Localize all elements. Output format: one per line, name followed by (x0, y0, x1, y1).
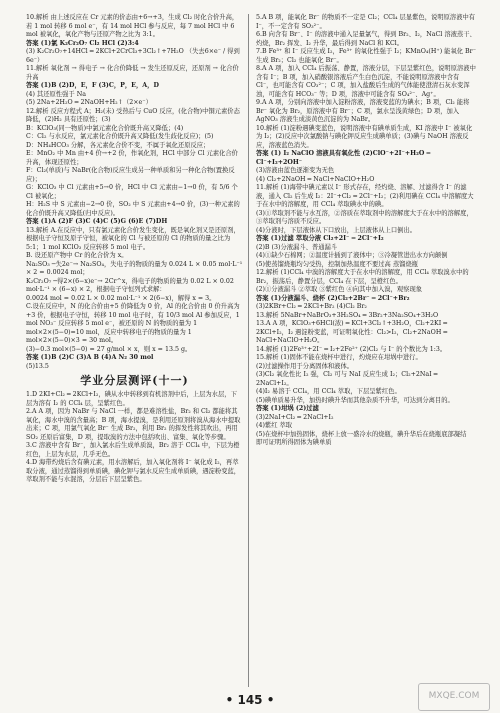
text-line: (3)Cl₂ 氧化性比 I₂ 强，Cl₂ 可与 NaI 反应生成 I₂；Cl₂+2NaI ═ 2NaCl+I₂。 (256, 371, 440, 387)
text-line: 10.解析 由上述反应在 Cr 元素的价态由+6→+3，生成 Cl₂ 时化合价升高，若 1 mol 转移 6 mol e⁻，有 14 mol HCl 参与反应，每 7 mol HCl 中 6 mol 被氧化，氧化产物与还原产物之比为 3:1。 (26, 14, 239, 38)
left-column (26, 14, 243, 687)
text-line: 15.解析 (1)固体不能在烧杯中进行，灼烧应在坩埚中进行。 (256, 354, 422, 361)
text-line: (4)I₂ 易溶于 CCl₄，用 CCl₄ 萃取，下层呈紫红色。 (256, 388, 401, 395)
text-line: 1.D 2KI+Cl₂ ═ 2KCl+I₂，碘从水中转移到有机溶剂中后，上层为水层，下层为溶有 I₂ 的 CCl₄ 层，呈紫红色。 (26, 391, 237, 407)
text-line: 7.B Fe³⁺ 和 I⁻ 反应生成 I₂，Fe³⁺ 的氧化性强于 I₂；KMnO₄(H⁺) 能氧化 Br⁻ 生成 Br₂；Cl₂ 也能氧化 Br⁻。 (256, 48, 479, 64)
text-line: 11.解析 氧化剂 → 得电子 → 化合价降低 → 发生还原反应，还原剂 → 化合价升高 (26, 65, 239, 81)
text-line: B. 设还原产物中 Cr 的化合价为 x。 (26, 252, 128, 259)
text-line: (4) 其还原性强于 Na (26, 90, 86, 98)
text-line: 8.A A 项，加入 CCl₄ 后振荡、静置，溶液分层，下层呈紫红色，说明原溶液中含有 I⁻；B 项，加入硝酸银溶液后产生白色沉淀，不能说明原溶液中含有 Cl⁻，也可能含有 CO₃²⁻；C 项，加入盐酸后生成的气体能使澄清石灰水变浑浊，可能含有 HCO₃⁻ 等；D 项，溶液中可能含有 SO₄²⁻、Ag⁺。 (256, 65, 476, 98)
text-line: 5.A B 项，能氧化 Br⁻ 的物质不一定是 Cl₂；CCl₄ 层显紫色，说明原溶液中有 I⁻，不一定含有 SO₃²⁻。 (256, 14, 478, 30)
text-line: G：KClO₃ 中 Cl 元素由+5→0 价，HCl 中 Cl 元素由−1→0 价，有 5/6 个 Cl 被氧化； (26, 184, 240, 200)
text-line: 11.解析 (1)海带中碘元素以 I⁻ 形式存在，经灼烧、溶解、过滤得含 I⁻ 的滤液，通入 Cl₂ 后生成 I₂：2I⁻+Cl₂ ═ 2Cl⁻+I₂；(2)利用碘在 CCl₄ 中溶解度大于在水中的溶解度，用 CCl₄ 萃取碘水中的碘。 (256, 184, 474, 208)
text-line: (5) 2Na+2H₂O ═ 2NaOH+H₂↑（2×e⁻） (26, 99, 152, 106)
text-line: 答案 (1)A (2)F (3)C (4)C (5)G (6)E (7)DH (26, 218, 168, 225)
text-line: 10.解析 (1)淀粉遇碘变蓝色，说明溶液中有碘单质生成，KI 溶液中 I⁻ 被氧化为 I₂；(2)反应中次氯酸钠与碘化钾反应生成碘单质；(3)碘与 NaOH 溶液反应，溶液蓝色消失。 (256, 124, 473, 149)
text-line: 答案 (1)过滤 萃取分液 Cl₂+2I⁻ ═ 2Cl⁻+I₂ (256, 235, 384, 242)
text-line: 3.C 溶液中含有 Br⁻，加入氯水后生成单质溴，Br₂ 溶于 CCl₄ 中，下层为橙红色，上层为水层，几乎无色。 (26, 442, 240, 458)
text-line: B：KClO₃(同一物质)中氯元素化合价既升高又降低；(4) (26, 124, 184, 132)
text-line: 9.A A 项，分别向溶液中加入淀粉溶液，溶液变蓝的为碘水；B 项，Cl₂ 能将 Br⁻ 氧化为 Br₂，原溶液中有 Br⁻；C 项，氯水呈浅黄绿色；D 项，加入 AgNO₃ 溶液生成淡黄色沉淀的为 NaBr。 (256, 99, 472, 123)
text-line: E：MnO₂ 中 Mn 由+4 价→+2 价，作氧化剂，HCl 中部分 Cl 元素化合价升高，体现还原性； (26, 150, 238, 166)
text-line: (4)分液时，下层液体从下口放出，上层液体从上口倒出。 (256, 226, 417, 234)
text-line: (3)2NaI+Cl₂ ═ 2NaCl+I₂ (256, 413, 334, 421)
text-line: 6.B 向含有 Br⁻、I⁻ 的溶液中通入足量氯气，得到 Br₂、I₂，NaCl 溶液蒸干、灼烧，Br₂ 挥发、I₂ 升华，最后得到 NaCl 和 KCl。 (256, 31, 476, 47)
text-line: 答案 (1)坩埚 (2)过滤 (256, 405, 319, 412)
text-line: 14.解析 (1)2Fe³⁺+2I⁻ ═ I₂+2Fe²⁺ (2)Cl₂ 与 I⁻ 的个数比为 1:3。 (256, 345, 447, 353)
section-title: 学业分层测评(十一) (80, 374, 189, 387)
text-line: 即可证明所得固体为碘单质 (256, 439, 332, 446)
text-line: (3)2KBr+Cl₂ ═ 2KCl+Br₂ (4)Cl₂ Br₂ (256, 303, 367, 310)
text-line: (3)−0.3 mol×(5−0) = 27 g/mol × x，则 x = 13.5 g。 (26, 345, 192, 353)
text-line: 4.D 海带灼烧后含有碘元素，用水溶解后，加入氧化剂将 I⁻ 氧化成 I₂，再萃取分液，通过蒸馏得到单质碘，碘化钾与氯水反应生成单质碘，遇淀粉变蓝，萃取剂不能与水混溶，分层后下层呈紫色。 (26, 459, 241, 483)
text-line: (5)在烧杯中加热固体，烧杯上放一盛冷水的烧瓶，碘升华后在烧瓶底部凝结 (256, 430, 467, 438)
text-line: 答案 (1) I₂ NaClO 溶液具有氧化性 (2)ClO⁻+2I⁻+H₂O ═ Cl⁻+I₂+2OH⁻ (256, 150, 433, 166)
text-line: (3)①萃取剂不能与水互溶，②溶质在萃取剂中的溶解度大于在水中的溶解度，③萃取剂与溶质不反应。 (256, 209, 473, 225)
column-divider (248, 14, 249, 687)
text-line: 2.A A 项，因为 NaBr 与 NaCl 一样，都是难溶性盐，Br₂ 和 Cl₂ 都能将其氧化，海水中溴的含量高；B 项，海水提溴，是利用还原剂将溴从海水中提取出来；C 项，用氯气氧化 Br⁻ 生成 Br₂，利用 Br₂ 的挥发性将其吹出，再用 SO₂ 还原后富集，D 项，提取溴的方法中包括吹出、富集、氧化等步骤。 (26, 408, 241, 441)
watermark-logo: MXQE.COM (418, 683, 490, 711)
text-line: C.设在反应中，N 的化合价由+5 价降低为 0 价，Al 的化合价由 0 价升高为+3 价，根据电子守恒，转移 10 mol 电子时，有 10/3 mol Al 参加反应，1 mol NO₃⁻ 反应转移 5 mol e⁻，被还原的 N 的物质的量为 1 mol×2×(5−0)=10 mol，反应中转移电子的物质的量为 1 mol×2×(5−0)×3 = 30 mol。 (26, 303, 242, 344)
text-line: F：Cl₂(单质)与 NaBr(化合物)反应生成另一种单质和另一种化合物(置换反应)； (26, 167, 235, 183)
text-line: (5)13.5 (26, 362, 49, 370)
text-line: 12.解析 反应方程式 A；H₂(未) 受热后与 CuO 反应，(化合物)中铜元素价态降低，(2)H₂ 具有还原性；(3) (26, 107, 240, 123)
right-column (256, 14, 479, 687)
text-line: (4)①缺少石棉网；②温度计插到了液体中；③冷凝管进出水方向颠倒 (256, 252, 448, 259)
text-line: K₂Cr₂O₇ ─得2×(6−x)e⁻→ 2Cr^x，得电子的物质的量为 0.02 L × 0.02 mol·L⁻¹ × (6−x) × 2，根据电子守恒列式求解： (26, 277, 236, 293)
text-line: D：NH₄HCO₃ 分解，各元素化合价不变，不属于氧化还原反应； (26, 141, 210, 149)
text-line: H：H₂S 中 S 元素由−2→0 价，SO₂ 中 S 元素由+4→0 价，(3)一种元素的化合价既升高又降低(归中反应)。 (26, 201, 240, 217)
page-number: • 145 • (225, 693, 275, 707)
text-line: 0.0024 mol = 0.02 L × 0.02 mol·L⁻¹ × 2(6−x)，解得 x = 3。 (26, 294, 216, 302)
text-line: 答案 (1)B (2)D，E，F (3)C，P，E，A，D (26, 82, 159, 89)
text-line: 答案 (1)分液漏斗、烧杯 (2)Cl₂+2Br⁻ ═ 2Cl⁻+Br₂ (256, 294, 410, 302)
text-line: (2)B (3)分液漏斗、普通漏斗 (256, 243, 338, 251)
text-line: Na₂SO₃ ─失2e⁻→ Na₂SO₄，失电子的物质的量为 0.024 L × 0.05 mol·L⁻¹ × 2 = 0.0024 mol； (26, 260, 245, 276)
text-line: 答案 (1)B (2)C (3)A B (4)A N₂ 30 mol (26, 354, 154, 361)
text-line: (2)过滤操作用于分离固体和液体。 (256, 362, 354, 370)
text-line: 13.解析 5NaBr+NaBrO₃+3H₂SO₄ ═ 3Br₂+3Na₂SO₄+3H₂O (256, 311, 439, 319)
text-line: 13.A A 项，KClO₃+6HCl(浓) ═ KCl+3Cl₂↑+3H₂O，Cl₂+2KI ═ 2KCl+I₂，I₂ 遇淀粉变蓝，可证明氧化性：Cl₂>I₂，Cl₂+2NaOH ═ NaCl+NaClO+H₂O。 (256, 320, 450, 344)
text-line: (5)碘单质易升华，加热时碘升华而其他杂质不升华，可达到分离目的。 (256, 396, 454, 404)
text-line: 12.解析 (1)CCl₄ 中溴的溶解度大于在水中的溶解度，用 CCl₄ 萃取溴水中的 Br₂，振荡后，静置分层，CCl₄ 在下层，呈橙红色。 (256, 269, 471, 285)
text-line: (4) Cl₂+2NaOH ═ NaCl+NaClO+H₂O (256, 175, 375, 183)
text-line: (3)溶液由蓝色逐渐变为无色 (256, 167, 335, 174)
text-line: 答案 (1)氯 K₂Cr₂O₇ Cl₂ HCl (2)3:4 (26, 39, 139, 47)
text-line: 13.解析 A.在反应中，只有氯元素化合价发生变化，既是氧化剂又是还原剂，根据电子守恒及原子守恒，被氧化的 Cl 与被还原的 Cl 的物质的量之比为 5:1；1 mol KClO₃ 反应转移 5 mol 电子。 (26, 226, 240, 251)
text-line: C：Cl₂ 与水反应，氯元素化合价既升高又降低(发生歧化反应)；(5) (26, 133, 214, 140)
text-line: (4)紫红 萃取 (256, 422, 293, 429)
text-line: (2)①分液漏斗 ②萃取 ③紫红色 ④向其中加入溴，观察现象 (256, 286, 423, 293)
text-line: (5)使蒸馏烧瓶均匀受热，控制加热温度不要过高 蒸馏烧瓶 (256, 260, 419, 268)
text-line: (3) K₂Cr₂O₇+14HCl ═ 2KCl+2CrCl₃+3Cl₂↑+7H₂O （失去6×e⁻ / 得到6e⁻） (26, 48, 240, 64)
